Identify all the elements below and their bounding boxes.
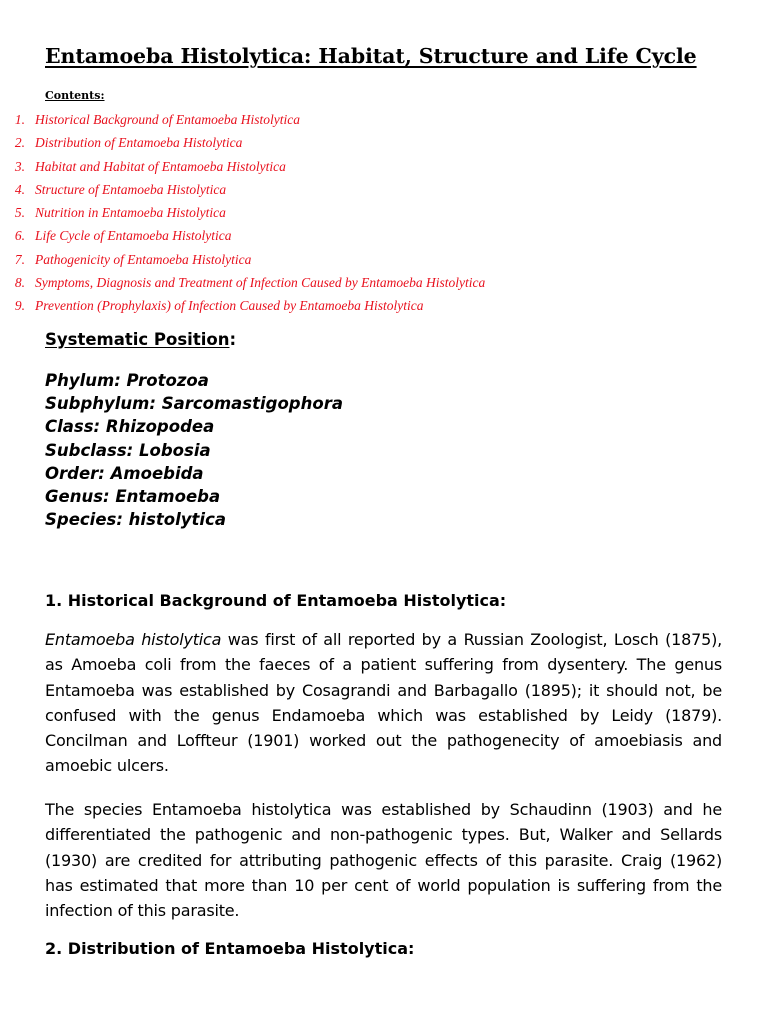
toc-item[interactable] [0,201,485,224]
taxonomy-genus: Genus: Entamoeba [45,486,221,506]
table-of-contents [0,108,485,318]
paragraph-text: was first of all reported by a Russian Zoologist, Losch (1875), as Amoeba coli from the faeces of a patient suffering from dysentery. The genus Entamoeba was established by Cosagrandi and Barbagallo (1895); it should not, be confused with the genus Endamoeba which was established by Leidy (1879). Concilman and Loffteur (1901) worked out the pathogenecity of amoebiasis and amoebic ulcers. [45,630,722,776]
toc-item-link[interactable]: Nutrition in Entamoeba Histolytica [35,205,226,221]
toc-item-number: 8. [14,275,25,291]
taxonomy-species: Species: histolytica [45,510,226,530]
toc-item-link[interactable]: Historical Background of Entamoeba Histolytica [35,112,300,127]
toc-item-link[interactable]: Habitat and Habitat of Entamoeba Histolytica [35,158,286,174]
section-1-paragraph-1 [45,627,722,779]
section-2-heading: 2. Distribution of Entamoeba Histolytica: [45,939,415,958]
heading-colon: : [229,330,237,349]
taxonomy-subphylum: Subphylum: Sarcomastigophora [45,394,343,414]
toc-item-number: 1. [14,112,25,127]
systematic-position-heading-text: Systematic Position [45,330,230,349]
toc-item-link[interactable]: Symptoms, Diagnosis and Treatment of Infection Caused by Entamoeba Histolytica [35,275,486,291]
taxonomy-list [45,369,343,531]
toc-item[interactable] [0,108,485,131]
taxonomy-subclass: Subclass: Lobosia [45,440,211,460]
toc-item-link[interactable]: Structure of Entamoeba Histolytica [35,181,227,197]
species-name-italic: Entamoeba histolytica [45,630,222,649]
toc-item[interactable] [0,294,485,317]
toc-item[interactable] [0,271,485,294]
toc-item[interactable] [0,178,485,201]
toc-item[interactable] [0,155,485,178]
section-1-paragraph-2: The species Entamoeba histolytica was established by Schaudinn (1903) and he differentiated the pathogenic and non-pathogenic types. But, Walker and Sellards (1930) are credited for attributing pathogenic effects of this parasite. Craig (1962) has estimated that more than 10 per cent of world population is suffering from the infection of this parasite. [45,800,722,921]
systematic-position-heading [45,330,236,349]
taxonomy-order: Order: Amoebida [45,463,204,483]
toc-item-number: 3. [14,158,25,174]
taxonomy-phylum: Phylum: Protozoa [45,371,209,390]
toc-item-number: 5. [14,205,25,221]
toc-item-link[interactable]: Life Cycle of Entamoeba Histolytica [35,228,232,244]
toc-item-link[interactable]: Distribution of Entamoeba Histolytica [35,135,243,151]
toc-item[interactable] [0,248,485,271]
contents-label: Contents: [45,89,105,102]
toc-item-number: 4. [14,181,25,197]
toc-item-number: 6. [14,228,25,244]
toc-item-link[interactable]: Prevention (Prophylaxis) of Infection Caused by Entamoeba Histolytica [35,298,424,314]
toc-item[interactable] [0,131,485,154]
toc-item[interactable] [0,224,485,247]
document-title: Entamoeba Histolytica: Habitat, Structure and Life Cycle [45,44,697,68]
toc-item-number: 2. [14,135,25,151]
toc-item-link[interactable]: Pathogenicity of Entamoeba Histolytica [35,251,252,267]
toc-item-number: 7. [14,251,25,267]
section-1-heading: 1. Historical Background of Entamoeba Histolytica: [45,591,507,610]
toc-item-number: 9. [14,298,25,314]
taxonomy-class: Class: Rhizopodea [45,417,215,437]
